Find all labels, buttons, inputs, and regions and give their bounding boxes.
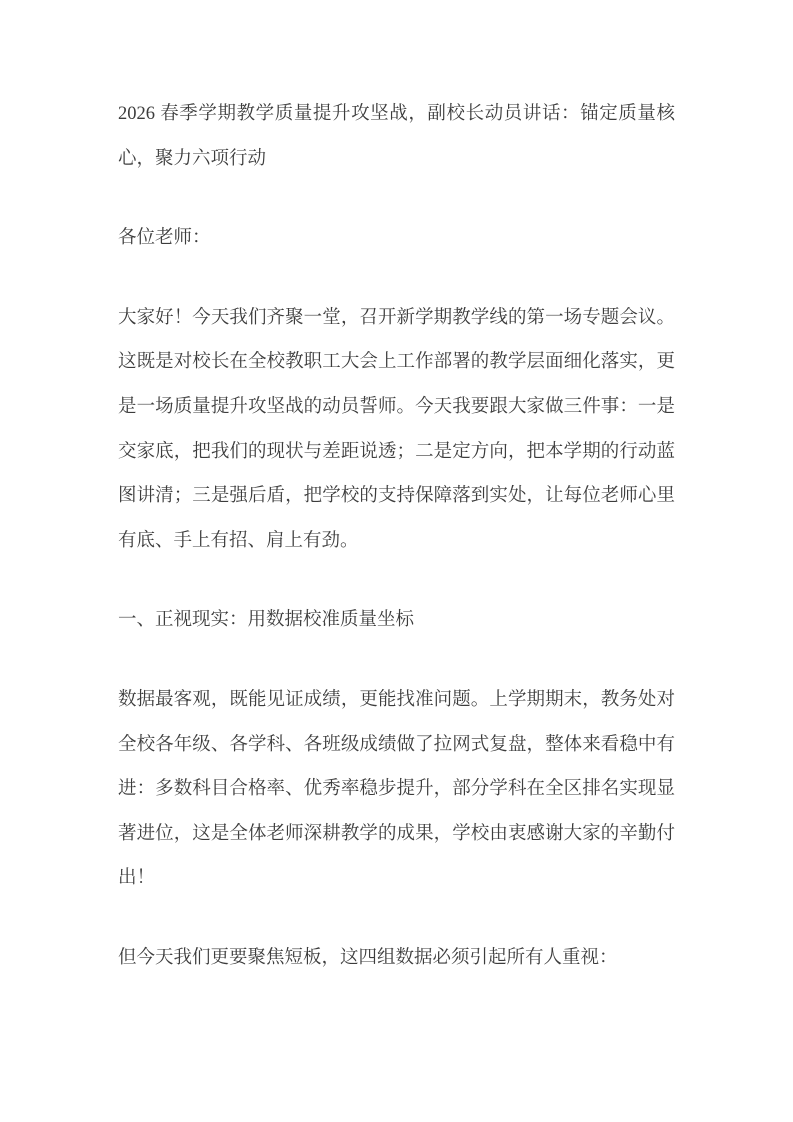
data-review-paragraph: 数据最客观，既能见证成绩，更能找准问题。上学期期末，教务处对全校各年级、各学科、各班级成绩做了拉网式复盘，整体来看稳中有进：多数科目合格率、优秀率稳步提升，部分学科在全区排名实现显著进位，这是全体老师深耕教学的成果，学校由衷感谢大家的辛勤付出！	[118, 689, 675, 889]
salutation: 各位老师：	[118, 228, 211, 249]
section-1-heading: 一、正视现实：用数据校准质量坐标	[118, 610, 415, 631]
document-title: 2026 春季学期教学质量提升攻坚战，副校长动员讲话：锚定质量核心，聚力六项行动	[118, 104, 675, 169]
shortboard-intro-paragraph: 但今天我们更要聚焦短板，这四组数据必须引起所有人重视：	[118, 947, 618, 968]
opening-paragraph: 大家好！今天我们齐聚一堂，召开新学期教学线的第一场专题会议。这既是对校长在全校教职工大会上工作部署的教学层面细化落实，更是一场质量提升攻坚战的动员誓师。今天我要跟大家做三件事：一是交家底，把我们的现状与差距说透；二是定方向，把本学期的行动蓝图讲清；三是强后盾，把学校的支持保障落到实处，让每位老师心里有底、手上有招、肩上有劲。	[118, 307, 675, 551]
